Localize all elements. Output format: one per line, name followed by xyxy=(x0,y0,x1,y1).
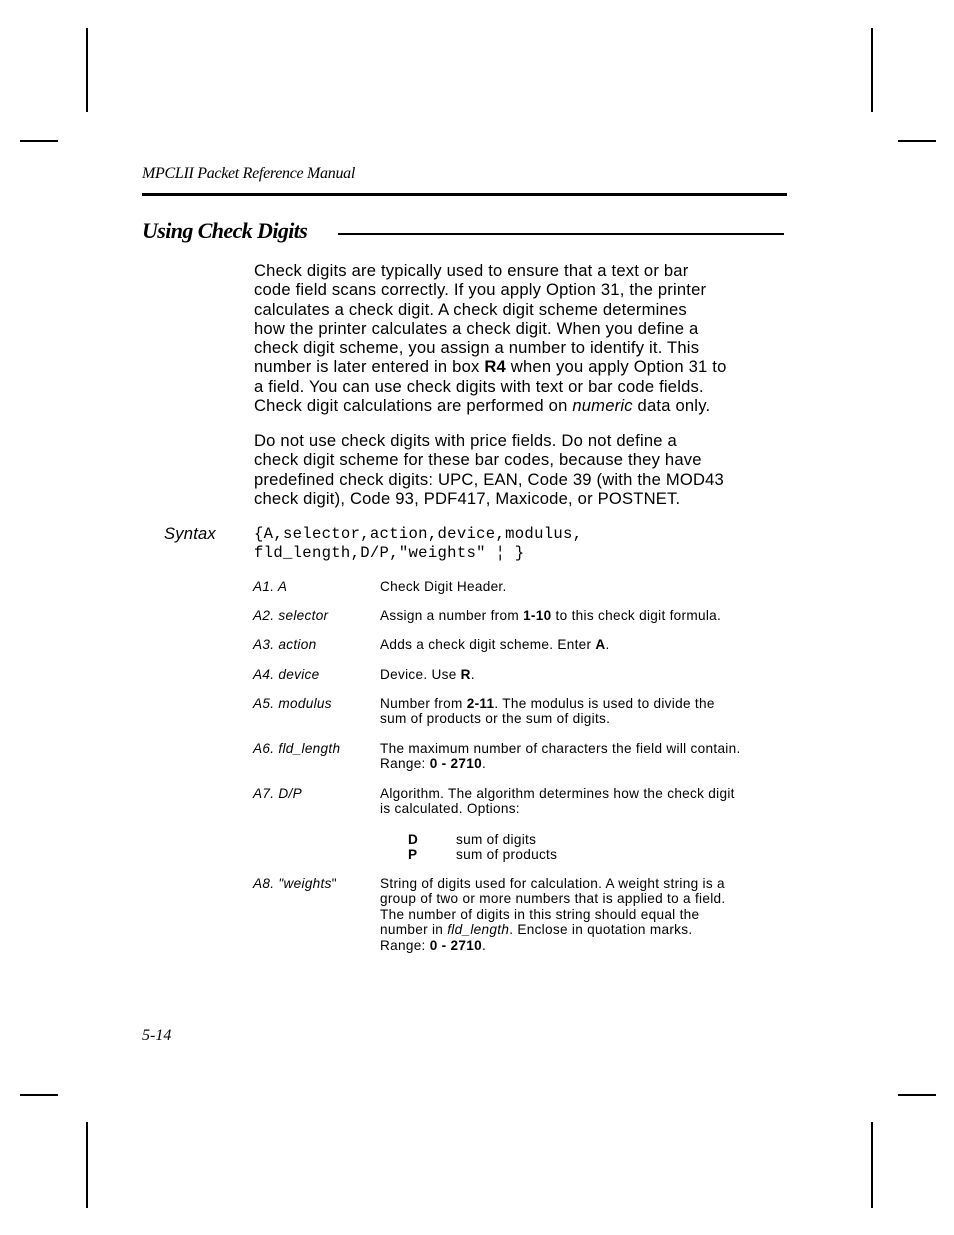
param-def-a5: Number from 2-11. The modulus is used to divide the sum of products or the sum of digits. xyxy=(380,696,715,727)
title-rule xyxy=(338,233,784,235)
paragraph-line: how the printer calculates a check digit. When you define a xyxy=(254,318,699,338)
paragraph-line: check digit scheme for these bar codes, because they have xyxy=(254,450,702,470)
option-value: sum of products xyxy=(456,847,558,862)
paragraph-line: number is later entered in box R4 when you apply Option 31 to xyxy=(254,357,727,377)
param-term-a7: A7. D/P xyxy=(253,786,302,801)
param-term-a4: A4. device xyxy=(253,667,320,682)
syntax-line: {A,selector,action,device,modulus, xyxy=(254,525,583,543)
param-term-a6: A6. fld_length xyxy=(253,741,341,756)
syntax-code xyxy=(254,525,582,564)
param-term-a3: A3. action xyxy=(253,637,317,652)
warning-paragraph xyxy=(254,431,794,508)
intro-paragraph xyxy=(254,261,794,415)
crop-mark xyxy=(871,28,873,112)
running-head: MPCLII Packet Reference Manual xyxy=(142,165,355,182)
paragraph-line: calculates a check digit. A check digit scheme determines xyxy=(254,299,687,319)
param-def-a1: Check Digit Header. xyxy=(380,579,507,594)
param-def-a4: Device. Use R. xyxy=(380,667,475,682)
crop-mark xyxy=(871,1122,873,1208)
paragraph-line: a field. You can use check digits with text or bar code fields. xyxy=(254,376,704,396)
paragraph-line: code field scans correctly. If you apply Option 31, the printer xyxy=(254,280,707,300)
crop-mark xyxy=(20,140,58,142)
crop-mark xyxy=(898,1094,936,1096)
crop-mark xyxy=(898,140,936,142)
option-key: P xyxy=(408,847,418,862)
param-def-a2: Assign a number from 1-10 to this check digit formula. xyxy=(380,608,722,623)
syntax-label: Syntax xyxy=(164,524,216,543)
syntax-line: fld_length,D/P,"weights" ¦ } xyxy=(254,544,525,563)
param-term-a1: A1. A xyxy=(253,579,288,594)
paragraph-line: Check digit calculations are performed on numeric data only. xyxy=(254,396,711,416)
crop-mark xyxy=(86,28,88,112)
paragraph-line: Check digits are typically used to ensure that a text or bar xyxy=(254,261,689,280)
crop-mark xyxy=(20,1094,58,1096)
paragraph-line: predefined check digits: UPC, EAN, Code 39 (with the MOD43 xyxy=(254,469,724,489)
header-rule xyxy=(142,193,787,196)
paragraph-line: Do not use check digits with price fields. Do not define a xyxy=(254,431,677,450)
param-def-a7: Algorithm. The algorithm determines how the check digit is calculated. Options: xyxy=(380,786,735,817)
crop-mark xyxy=(86,1122,88,1208)
param-def-a6: The maximum number of characters the field will contain. Range: 0 - 2710. xyxy=(380,741,741,772)
page-number: 5-14 xyxy=(142,1027,172,1044)
param-term-a2: A2. selector xyxy=(253,608,329,623)
param-term-a8: A8. "weights" xyxy=(253,876,337,891)
param-term-a5: A5. modulus xyxy=(253,696,332,711)
option-value: sum of digits xyxy=(456,832,537,847)
param-def-a8: String of digits used for calculation. A weight string is a group of two or more numbers that is applied to a field. The number of digits in this string should equal the number in fld_length. Enclose in quotation marks. Range: 0 - 2710. xyxy=(380,876,726,953)
paragraph-line: check digit scheme, you assign a number to identify it. This xyxy=(254,338,700,358)
paragraph-line: check digit), Code 93, PDF417, Maxicode, or POSTNET. xyxy=(254,488,681,508)
section-title: Using Check Digits xyxy=(142,218,308,243)
option-key: D xyxy=(408,832,418,847)
param-def-a3: Adds a check digit scheme. Enter A. xyxy=(380,637,610,652)
